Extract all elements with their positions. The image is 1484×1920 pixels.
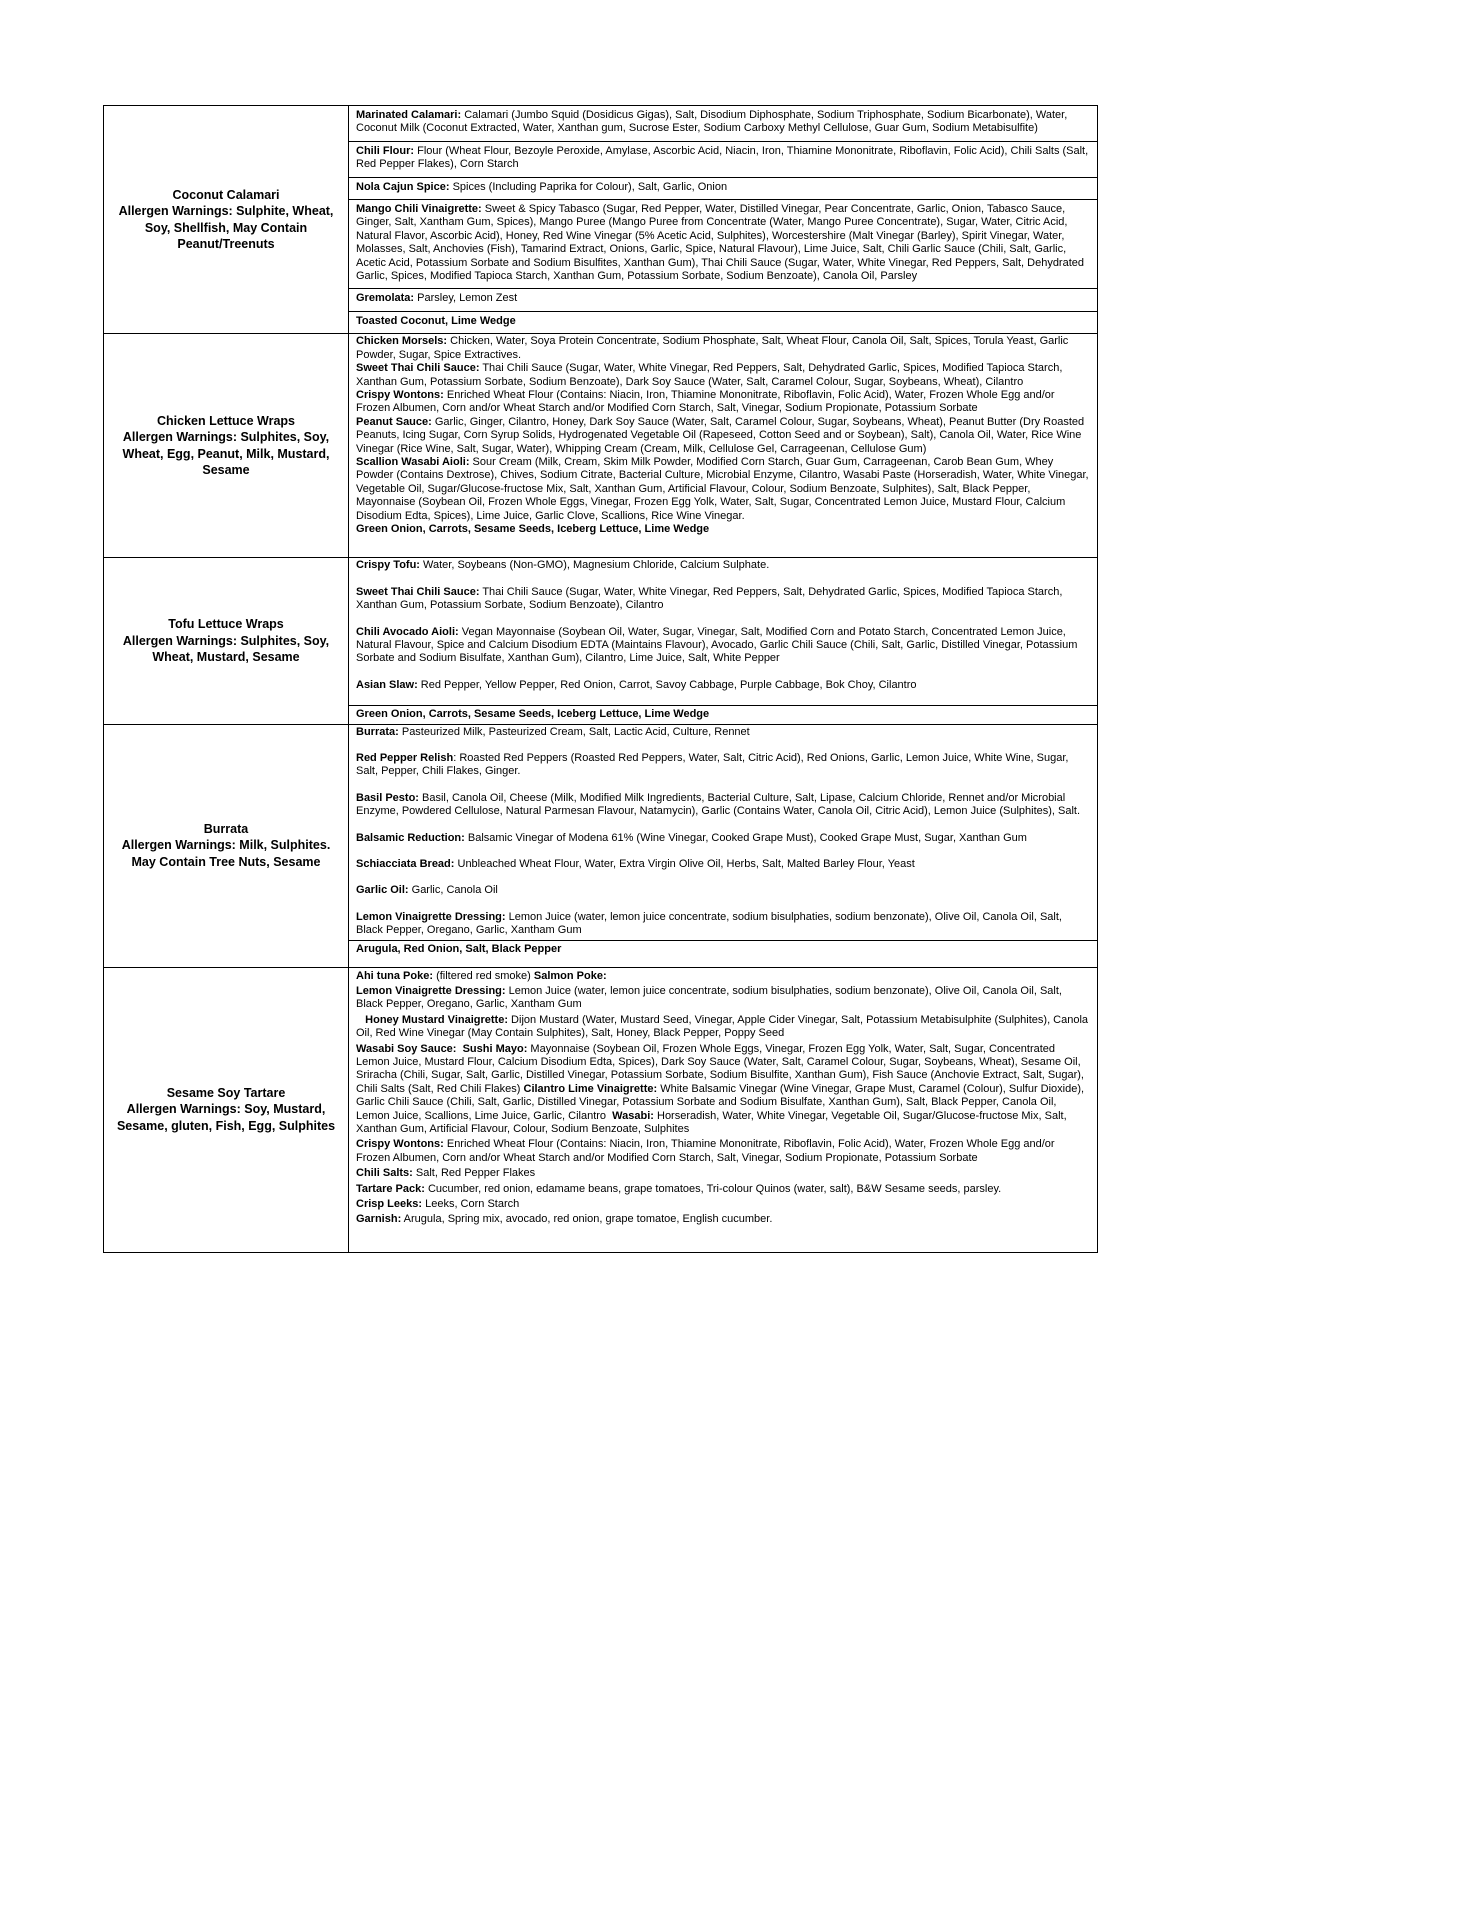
ingredient-label: Marinated Calamari: (356, 109, 462, 121)
ingredient-label: Scallion Wasabi Aioli: (356, 455, 470, 468)
ingredient-label: Mango Chili Vinaigrette: (356, 203, 482, 216)
ingredient-text: Water, Soybeans (Non-GMO), Magnesium Chloride, Calcium Sulphate. (419, 559, 770, 572)
ingredient-label: Lemon Vinaigrette Dressing: (356, 910, 506, 923)
ingredient-block (349, 679, 1097, 692)
dish-name: Coconut Calamari (172, 187, 280, 202)
ingredient-text: Leeks, Corn Starch (422, 1198, 520, 1211)
ingredient-block (349, 884, 1097, 897)
ingredient-text: Red Pepper, Yellow Pepper, Red Onion, Carrot, Savoy Cabbage, Purple Cabbage, Bok Choy, Cilantro (417, 678, 917, 691)
ingredients-cell (349, 967, 1098, 1252)
ingredient-block (349, 311, 1097, 331)
allergen-warnings: Allergen Warnings: Sulphite, Wheat, Soy, Shellfish, May Contain Peanut/Treenuts (118, 204, 334, 252)
ingredient-text: Enriched Wheat Flour (Contains: Niacin, Iron, Thiamine Mononitrate, Riboflavin, Folic Acid), Water, Frozen Whole Egg and/or Frozen Albumen, Corn and/or Wheat Starch and/or Modified Corn Starch, Salt, Vinegar, Sodium Propionate, Potassium Sorbate (356, 388, 1055, 415)
ingredient-block (349, 559, 1097, 572)
ingredient-label: Sweet Thai Chili Sauce: (356, 585, 480, 598)
ingredient-text: Balsamic Vinegar of Modena 61% (Wine Vinegar, Cooked Grape Must), Cooked Grape Must, Sugar, Xanthan Gum (464, 831, 1027, 844)
ingredient-text: Enriched Wheat Flour (Contains: Niacin, Iron, Thiamine Mononitrate, Riboflavin, Folic Acid), Water, Frozen Whole Egg and/or Frozen Albumen, Corn and/or Wheat Starch and/or Modified Corn Starch, Salt, Vinegar, Sodium Propionate, Potassium Sorbate (356, 1138, 1055, 1164)
ingredient-text (356, 1014, 365, 1026)
ingredient-block (349, 389, 1097, 416)
ingredient-label: Arugula, Red Onion, Salt, Black Pepper (356, 942, 562, 955)
allergen-warnings: Allergen Warnings: Milk, Sulphites. May Contain Tree Nuts, Sesame (121, 838, 331, 869)
ingredient-text: Chicken, Water, Soya Protein Concentrate, Sodium Phosphate, Salt, Wheat Flour, Canola Oil, Salt, Spices, Torula Yeast, Garlic Powder, Sugar, Spice Extractives. (356, 335, 1069, 361)
ingredient-label: Burrata: (356, 725, 399, 738)
ingredient-block (349, 626, 1097, 666)
ingredient-text: Garlic, Canola Oil (408, 884, 498, 897)
allergen-warnings: Allergen Warnings: Sulphites, Soy, Wheat, Egg, Peanut, Milk, Mustard, Sesame (122, 430, 330, 478)
ingredient-text: Thai Chili Sauce (Sugar, Water, White Vinegar, Red Peppers, Salt, Dehydrated Garlic, Spices, Modified Tapioca Starch, Xanthan Gum, Potassium Sorbate, Sodium Benzoate), Dark Soy Sauce (Water, Salt, Caramel Colour, Sugar, Soybeans, Wheat), Cilantro (356, 362, 1063, 388)
ingredient-text: Arugula, Spring mix, avocado, red onion, grape tomatoe, English cucumber. (401, 1213, 773, 1226)
ingredient-text: : Roasted Red Peppers (Roasted Red Peppers, Water, Salt, Citric Acid), Red Onions, Garlic, Lemon Juice, White Wine, Sugar, Salt, Pepper, Chili Flakes, Ginger. (356, 751, 1069, 778)
dish-cell (104, 334, 349, 558)
dish-cell (104, 724, 349, 967)
dish-row (104, 106, 1098, 334)
ingredient-block (349, 107, 1097, 139)
ingredient-label: Schiacciata Bread: (356, 857, 455, 870)
ingredient-text: Horseradish, Water, White Vinegar, Vegetable Oil, Sugar/Glucose-fructose Mix, Salt, Xanthan Gum, Artificial Flavour, Colour, Sodium Benzoate, Sulphites (356, 1109, 1067, 1135)
ingredient-text: Sour Cream (Milk, Cream, Skim Milk Powder, Modified Corn Starch, Guar Gum, Carrageenan, Carob Bean Gum, Whey Powder (Contains Dextrose), Chives, Sodium Citrate, Bacterial Culture, Microbial Enzyme, Cilantro, Wasabi Paste (Horseradish, Water, White Vinegar, Vegetable Oil, Sugar/Glucose-fructose Mix, Salt, Xanthan Gum, Artificial Flavour, Colour, Sodium Benzoate, Sulphites), Salt, Black Pepper, Mayonnaise (Soybean Oil, Frozen Whole Eggs, Vinegar, Frozen Egg Yolk, Water, Salt, Sugar, Concentrated Lemon Juice, Mustard Flour, Calcium Disodium Edta, Spices), Lime Juice, Garlic Clove, Scallions, Rice Wine Vinegar. (356, 455, 1089, 522)
ingredient-text: Dijon Mustard (Water, Mustard Seed, Vinegar, Apple Cider Vinegar, Salt, Potassium Metabisulphite (Sulphites), Canola Oil, Red Wine Vinegar (May Contain Sulphites), Salt, Honey, Black Pepper, Poppy Seed (356, 1013, 1089, 1040)
dish-row (104, 967, 1098, 1252)
allergen-table-body (104, 106, 1098, 1253)
ingredient-block (349, 1013, 1097, 1042)
ingredient-text: Garlic, Ginger, Cilantro, Honey, Dark Soy Sauce (Water, Salt, Caramel Colour, Sugar, Soybeans, Wheat), Peanut Butter (Dry Roasted Peanuts, Icing Sugar, Corn Syrup Solids, Hydrogenated Vegetable Oil (Rapeseed, Cotton Seed and or Soybean), Salt), Canola Oil, Water, Rice Wine Vinegar (Rice Wine, Salt, Sugar, Water), Whipping Cream (Cream, Milk, Cellulose Gel, Carrageenan, Cellulose Gum) (356, 415, 1085, 455)
ingredient-label: Balsamic Reduction: (356, 831, 465, 844)
ingredient-block (349, 1212, 1097, 1227)
ingredient-block (349, 177, 1097, 197)
ingredient-block (349, 969, 1097, 984)
ingredient-block (349, 1042, 1097, 1138)
ingredient-text: Flour (Wheat Flour, Bezoyle Peroxide, Amylase, Ascorbic Acid, Niacin, Iron, Thiamine Mononitrate, Riboflavin, Folic Acid), Chili Salts (Salt, Red Pepper Flakes), Corn Starch (356, 144, 1089, 171)
ingredient-text: Spices (Including Paprika for Colour), Salt, Garlic, Onion (449, 180, 728, 193)
dish-cell (104, 106, 349, 334)
ingredient-label: Cilantro Lime Vinaigrette: (523, 1082, 658, 1095)
ingredients-cell (349, 334, 1098, 558)
ingredient-block (349, 288, 1097, 308)
ingredient-block (349, 456, 1097, 523)
ingredient-text: Salt, Red Pepper Flakes (412, 1167, 536, 1180)
ingredient-text: Basil, Canola Oil, Cheese (Milk, Modified Milk Ingredients, Bacterial Culture, Salt, Lipase, Calcium Chloride, Rennet and/or Microbial Enzyme, Powdered Cellulose, Natural Parmesan Flavour, Natamycin), Garlic (Contains Water, Canola Oil, Citric Acid), Lemon Juice (Sulphites), Salt. (356, 791, 1081, 818)
ingredient-block (349, 940, 1097, 956)
ingredient-label: Basil Pesto: (356, 791, 419, 804)
ingredient-text: Lemon Juice (water, lemon juice concentrate, sodium bisulphaties, sodium benzonate), Olive Oil, Canola Oil, Salt, Black Pepper, Oregano, Garlic, Xantham Gum (356, 910, 1062, 937)
ingredient-text: Thai Chili Sauce (Sugar, Water, White Vinegar, Red Peppers, Salt, Dehydrated Garlic, Spices, Modified Tapioca Starch, Xanthan Gum, Potassium Sorbate, Sodium Benzoate), Cilantro (356, 585, 1063, 612)
dish-name: Chicken Lettuce Wraps (156, 413, 295, 428)
ingredient-label: Green Onion, Carrots, Sesame Seeds, Iceberg Lettuce, Lime Wedge (356, 708, 710, 721)
ingredient-block (349, 832, 1097, 845)
ingredient-label: Chicken Morsels: (356, 335, 448, 348)
ingredient-block (349, 726, 1097, 739)
allergen-warnings: Allergen Warnings: Soy, Mustard, Sesame, gluten, Fish, Egg, Sulphites (116, 1102, 336, 1133)
ingredient-text: Calamari (Jumbo Squid (Dosidicus Gigas), Salt, Disodium Diphosphate, Sodium Triphosphate, Sodium Bicarbonate), Water, Coconut Milk (Coconut Extracted, Water, Xanthan gum, Sucrose Ester, Sodium Carboxy Methyl Cellulose, Guar Gum, Sodium Metabisulfite) (356, 109, 1068, 135)
ingredient-block (349, 199, 1097, 286)
ingredient-label: Garlic Oil: (356, 884, 409, 897)
ingredient-label: Salmon Poke: (533, 969, 607, 982)
ingredient-block (349, 141, 1097, 175)
ingredient-block (349, 1166, 1097, 1181)
dish-row (104, 334, 1098, 558)
ingredient-block (349, 1182, 1097, 1197)
ingredient-text: White Balsamic Vinegar (Wine Vinegar, Grape Must, Caramel (Colour), Sulfur Dioxide), Garlic Chili Sauce (Chili, Salt, Garlic, Distilled Vinegar, Potassium Sorbate and Sodium Bisulfate, Xanthan Gum), Salt, Black Pepper, Canola Oil, Lemon Juice, Scallions, Lime Juice, Garlic, Cilantro (356, 1082, 1085, 1122)
ingredient-block (349, 858, 1097, 871)
dish-row (104, 724, 1098, 967)
ingredient-label: Wasabi Soy Sauce: Sushi Mayo: (356, 1042, 528, 1055)
ingredient-label: Lemon Vinaigrette Dressing: (356, 984, 506, 997)
allergen-ingredients-table (103, 105, 1098, 1253)
ingredient-label: Chili Avocado Aioli: (356, 625, 459, 638)
ingredient-label: Chili Flour: (356, 144, 415, 157)
ingredient-text: Mayonnaise (Soybean Oil, Frozen Whole Eggs, Vinegar, Frozen Egg Yolk, Water, Salt, Sugar, Concentrated Lemon Juice, Mustard Flour, Calcium Disodium Edta, Spices), Dark Soy Sauce (Water, Salt, Caramel Colour, Sugar, Soybeans, Wheat), Sesame Oil, Sriracha (Chili, Sugar, Salt, Garlic, Distilled Vinegar, Potassium Sorbate, Sodium Bisulfite, Xanthan Gum), Fish Sauce (Anchovie Extract, Salt, Sugar), Chili Salts (Salt, Red Chili Flakes) (356, 1042, 1084, 1095)
dish-cell (104, 558, 349, 724)
ingredient-label: Wasabi: (612, 1109, 654, 1122)
ingredient-block (349, 792, 1097, 819)
dish-cell (104, 967, 349, 1252)
ingredient-block (349, 752, 1097, 779)
ingredient-text: Sweet & Spicy Tabasco (Sugar, Red Pepper, Water, Distilled Vinegar, Pear Concentrate, Garlic, Onion, Tabasco Sauce, Ginger, Salt, Xantham Gum, Spices), Mango Puree (Mango Puree from Concentrate (Water, Mango Puree Concentrate), Sugar, Water, Citric Acid, Natural Flavor, Ascorbic Acid), Honey, Red Wine Vinegar (5% Acetic Acid, Sulphites), Worcestershire (Malt Vinegar (Barley), Spirit Vinegar, Water, Molasses, Salt, Anchovies (Fish), Tamarind Extract, Onions, Garlic, Spice, Natural Flavour), Lime Juice, Salt, Chili Garlic Sauce (Chili, Salt, Garlic, Acetic Acid, Potassium Sorbate and Sodium Bisulfites, Xanthan Gum), Thai Chili Sauce (Sugar, Water, White Vinegar, Red Peppers, Salt, Dehydrated Garlic, Spices, Modified Tapioca Starch, Xanthan Gum, Potassium Sorbate, Sodium Benzoate), Canola Oil, Parsley (356, 203, 1085, 283)
ingredient-block (349, 416, 1097, 456)
ingredient-label: Chili Salts: (356, 1167, 413, 1180)
ingredient-label: Ahi tuna Poke: (356, 969, 434, 982)
ingredients-cell (349, 106, 1098, 334)
ingredient-block (349, 1197, 1097, 1212)
ingredient-label: Garnish: (356, 1213, 402, 1226)
ingredient-label: Toasted Coconut, Lime Wedge (356, 314, 516, 327)
ingredient-text: Vegan Mayonnaise (Soybean Oil, Water, Sugar, Vinegar, Salt, Modified Corn and Potato Starch, Concentrated Lemon Juice, Natural Flavour, Spice and Calcium Disodium EDTA (Maintains Flavour), Avocado, Garlic Chili Sauce (Chili, Salt, Garlic, Distilled Vinegar, Potassium Sorbate and Sodium Bisulfate, Xanthan Gum), Cilantro, Lime Juice, Salt, White Pepper (356, 625, 1078, 665)
ingredient-text: (filtered red smoke) (433, 969, 534, 982)
ingredient-label: Nola Cajun Spice: (356, 180, 450, 193)
ingredient-block (349, 984, 1097, 1013)
ingredient-block (349, 911, 1097, 938)
ingredient-text: Parsley, Lemon Zest (414, 292, 518, 305)
ingredient-label: Crispy Tofu: (356, 559, 420, 572)
ingredient-label: Tartare Pack: (356, 1182, 425, 1195)
ingredient-label: Sweet Thai Chili Sauce: (356, 362, 480, 375)
ingredient-text: Unbleached Wheat Flour, Water, Extra Virgin Olive Oil, Herbs, Salt, Malted Barley Flour, Yeast (454, 857, 915, 870)
ingredient-label: Red Pepper Relish (356, 751, 454, 764)
ingredient-block (349, 523, 1097, 536)
ingredient-label: Crispy Wontons: (356, 1138, 444, 1151)
ingredient-label: Asian Slaw: (356, 678, 418, 691)
ingredient-text: Pasteurized Milk, Pasteurized Cream, Salt, Lactic Acid, Culture, Rennet (398, 725, 750, 738)
ingredients-cell (349, 724, 1098, 967)
ingredient-label: Honey Mustard Vinaigrette: (365, 1013, 508, 1026)
dish-name: Burrata (203, 821, 249, 836)
ingredient-label: Green Onion, Carrots, Sesame Seeds, Iceberg Lettuce, Lime Wedge (356, 522, 710, 535)
ingredient-block (349, 1137, 1097, 1166)
ingredients-cell (349, 558, 1098, 724)
ingredient-block (349, 335, 1097, 362)
ingredient-label: Gremolata: (356, 292, 415, 305)
dish-name: Sesame Soy Tartare (166, 1085, 286, 1100)
ingredient-block (349, 586, 1097, 613)
ingredient-label: Crispy Wontons: (356, 388, 444, 401)
ingredient-text: Lemon Juice (water, lemon juice concentrate, sodium bisulphaties, sodium benzonate), Olive Oil, Canola Oil, Salt, Black Pepper, Oregano, Garlic, Xantham Gum (356, 984, 1062, 1011)
dish-name: Tofu Lettuce Wraps (168, 617, 284, 632)
ingredient-block (349, 362, 1097, 389)
ingredient-label: Peanut Sauce: (356, 415, 432, 428)
ingredient-text: Cucumber, red onion, edamame beans, grape tomatoes, Tri-colour Quinos (water, salt), B&W Sesame seeds, parsley. (424, 1182, 1002, 1195)
allergen-warnings: Allergen Warnings: Sulphites, Soy, Wheat, Mustard, Sesame (122, 633, 330, 665)
ingredient-block (349, 705, 1097, 721)
dish-row (104, 558, 1098, 724)
ingredient-label: Crisp Leeks: (356, 1198, 423, 1211)
